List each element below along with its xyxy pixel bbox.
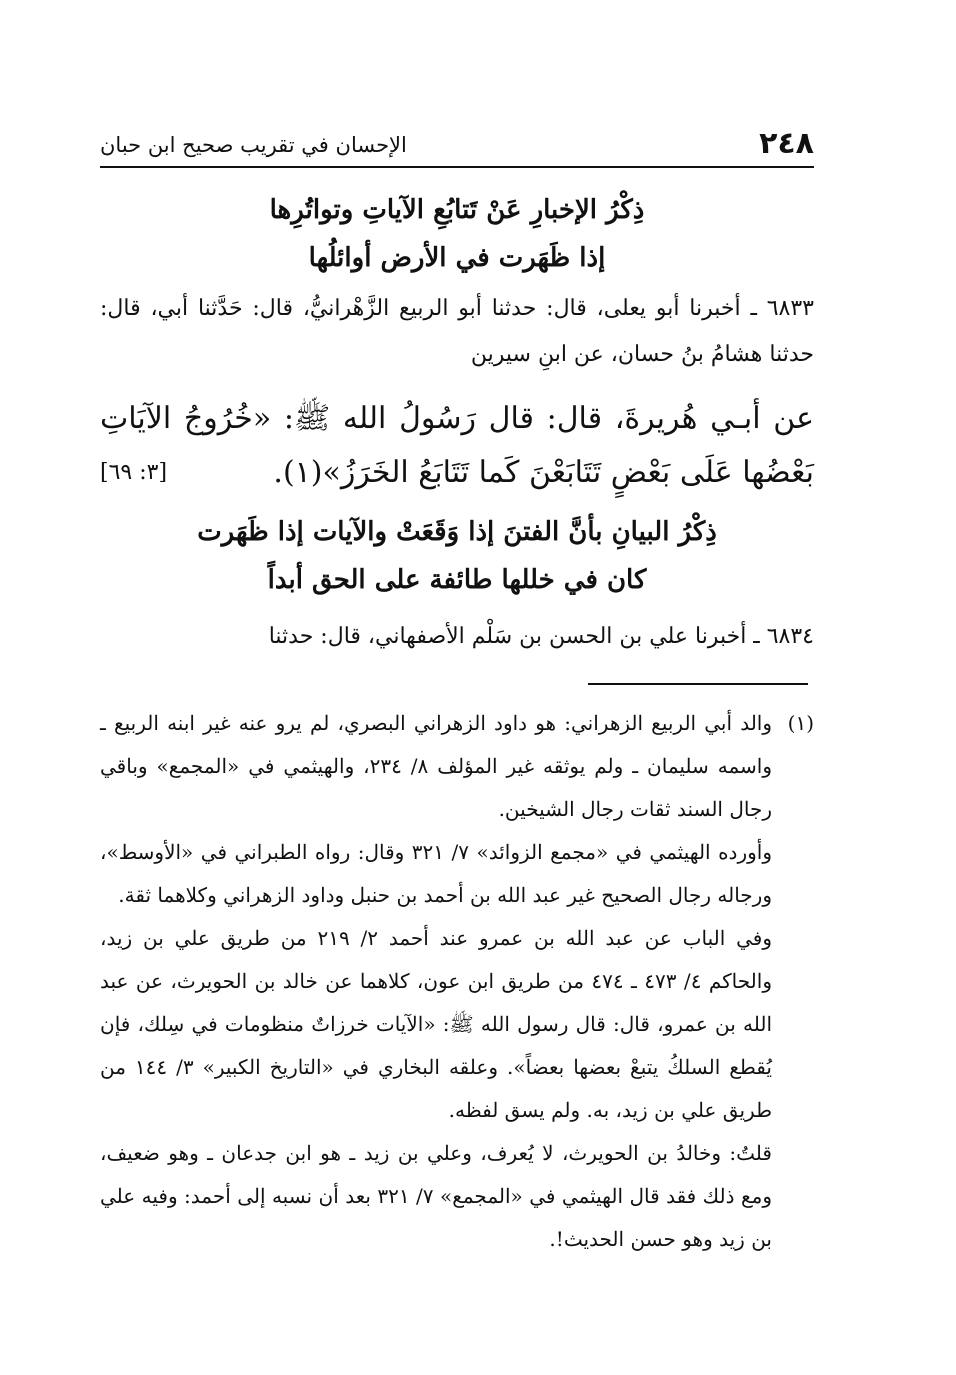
footnotes — [100, 702, 814, 1261]
running-title: الإحسان في تقريب صحيح ابن حبان — [100, 133, 407, 157]
section-heading-2-line-2: كان في خللها طائفة على الحق أبداً — [267, 565, 647, 595]
section-heading-2-line-1: ذِكْرُ البيانِ بأنَّ الفتنَ إذا وَقَعَتْ والآيات إذا ظَهَرت — [197, 517, 717, 547]
section-heading-1-line-1: ذِكْرُ الإخبارِ عَنْ تَتابُعِ الآياتِ وتواتُرِها — [269, 195, 645, 225]
header-rule — [100, 166, 814, 168]
footnote-paragraph: وأورده الهيثمي في «مجمع الزوائد» ٧/ ٣٢١ وقال: رواه الطبراني في «الأوسط»، ورجاله رجال الصحيح غير عبد الله بن أحمد بن حنبل وداود الزهراني وكلاهما ثقة. — [100, 840, 772, 907]
footnote-paragraph: وفي الباب عن عبد الله بن عمرو عند أحمد ٢/ ٢١٩ من طريق علي بن زيد، والحاكم ٤/ ٤٧٣ ـ ٤٧٤ من طريق ابن عون، كلاهما عن خالد بن الحويرث، عن عبد الله بن عمرو، قال: قال رسول الله ﷺ: «الآيات خرزاتٌ منظومات في سِلك، فإن يُقطع السلكُ يتبعْ بعضها بعضاً». وعلقه البخاري في «التاريخ الكبير» ٣/ ١٤٤ من طريق علي بن زيد، به. ولم يسق لفظه. — [100, 926, 773, 1122]
hadith-6833-matn — [100, 392, 814, 500]
page-header — [100, 118, 814, 168]
section-heading-2 — [100, 508, 814, 604]
page-number: ٢٤٨ — [759, 126, 814, 161]
section-heading-1 — [100, 186, 814, 282]
hadith-6833-isnad: ٦٨٣٣ ـ أخبرنا أبو يعلى، قال: حدثنا أبو الربيع الزَّهْرانيُّ، قال: حَدَّثنا أبي، قال: حدثنا هشامُ بنُ حسان، عن ابنِ سيرين — [100, 296, 814, 367]
hadith-6834-isnad: ٦٨٣٤ ـ أخبرنا علي بن الحسن بن سَلْم الأصفهاني، قال: حدثنا — [268, 624, 814, 649]
footnote-paragraph: قلتُ: وخالدُ بن الحويرث، لا يُعرف، وعلي بن زيد ـ هو ابن جدعان ـ وهو ضعيف، ومع ذلك فقد قال الهيثمي في «المجمع» ٧/ ٣٢١ بعد أن نسبه إلى أحمد: وفيه علي بن زيد وهو حسن الحديث!. — [100, 1141, 772, 1251]
footnote-separator — [588, 683, 808, 685]
hadith-6833-reference: [٣: ٦٩] — [100, 460, 168, 485]
section-heading-1-line-2: إذا ظَهَرت في الأرض أوائلُها — [308, 243, 606, 273]
hadith-6833-text: عن أبـي هُريرةَ، قال: قال رَسُولُ الله ﷺ: «خُرُوجُ الآيَاتِ بَعْضُها عَلَى بَعْضٍ تَتَابَعْنَ كَما تَتَابَعُ الخَرَزُ»(١). — [100, 401, 814, 490]
footnote-1 — [100, 702, 814, 1261]
footnote-paragraph: والد أبي الربيع الزهراني: هو داود الزهراني البصري، لم يرو عنه غير ابنه الربيع ـ واسمه سليمان ـ ولم يوثقه غير المؤلف ٨/ ٢٣٤، والهيثمي في «المجمع» وباقي رجال السند ثقات رجال الشيخين. — [100, 711, 772, 821]
footnote-marker: (١) — [787, 711, 814, 735]
